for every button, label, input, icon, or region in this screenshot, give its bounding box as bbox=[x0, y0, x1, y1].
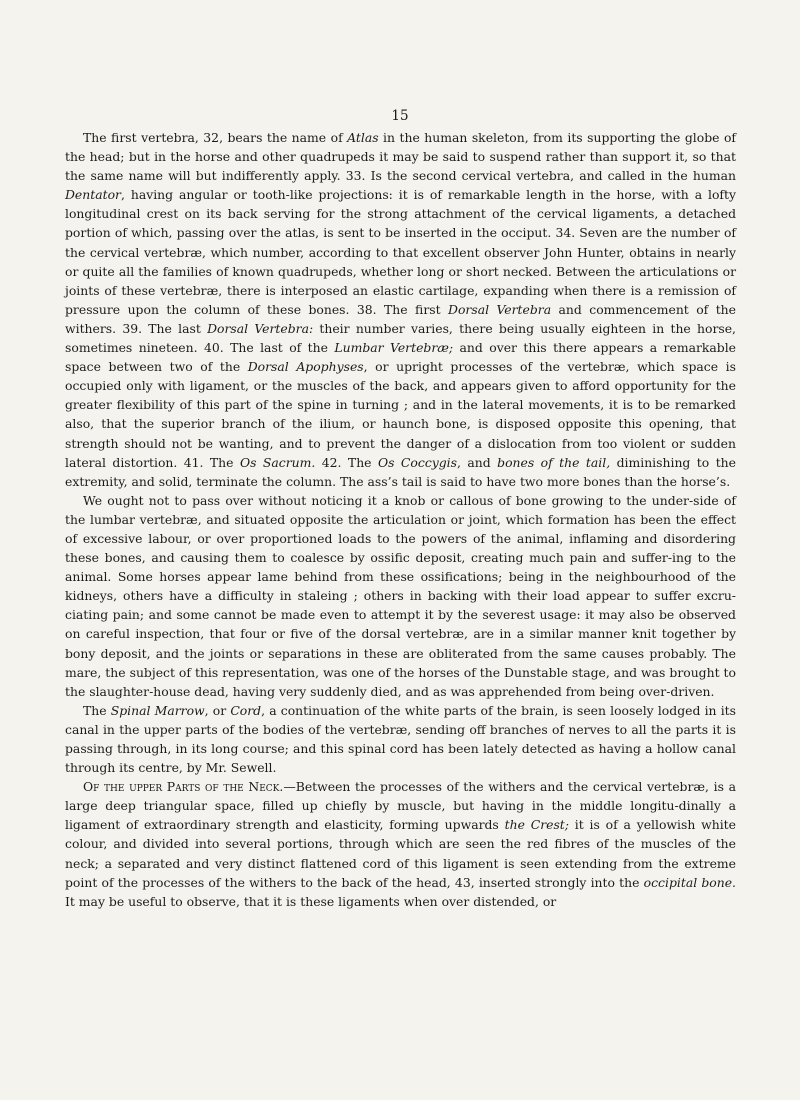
text-run: We ought not to pass over without noticing it a knob or callous of bone growing to the under-side of the lumbar vertebræ, and situated opposite the articulation or joint, which formation has been the effect of excessive labour, or over proportioned loads to the powers of the animal, inflaming and disordering these bones, and causing them to coalesce by ossific deposit, creating much pain and suffer-ing to the animal. Some horses appear lame behind from these ossifications; being in the neighbourhood of the kidneys, others have a difficulty in staleing ; others in backing with their load appear to suffer excru-ciating pain; and some cannot be made even to attempt it by the severest usage: it may also be observed on careful inspection, that four or five of the dorsal vertebræ, are in a similar manner knit together by bony deposit, and the joints or separations in these are obliterated from the same causes probably. The mare, the subject of this representation, was one of the horses of the Dunstable stage, and was brought to the slaughter-house dead, having very suddenly died, and as was apprehended from being over-driven. bbox=[65, 492, 736, 699]
text-run: 42. The bbox=[315, 454, 378, 470]
italic-term: Spinal Marrow bbox=[110, 702, 205, 718]
text-run: , and bbox=[457, 454, 498, 470]
text-run: , a continuation of the white parts of the brain, is seen loosely lodged in its canal in the upper parts of the bodies of the vertebræ, sending off branches of nerves to all the parts it is passing through, in its long course; and this spinal cord has been lately detected as having a hollow canal through its centre, by Mr. Sewell. bbox=[65, 702, 736, 776]
body-text bbox=[65, 128, 736, 911]
paragraph-lumbar-callous bbox=[65, 491, 736, 701]
text-run: it is of a yellowish white colour, and divided into several portions, through which are seen the red fibres of the muscles of the neck; a separated and very distinct flattened cord of this ligament is seen extending from the extreme point of the processes of the withers to the back of the head, 43, inserted strongly into the bbox=[65, 817, 736, 890]
text-run: —Between the processes of the withers and the cervical vertebræ, is a large deep triangular space, filled up chiefly by muscle, but having in the middle longitu-dinally a ligament of extraordinary strength and elasticity, forming upwards bbox=[65, 779, 736, 833]
italic-term: Dentator bbox=[65, 187, 121, 203]
text-run: The first vertebra, 32, bears the name of bbox=[83, 130, 348, 145]
text-run: , having angular or tooth-like projections: it is of remarkable length in the horse, with a lofty longitudinal crest on its back serving for the strong attachment of the cervical ligaments, a detached portion of which, passing over the atlas, is sent to be inserted in the occiput. 34. Seven are the number of the cervical vertebræ, which number, according to that excellent observer John Hunter, obtains in nearly or quite all the families of known quadrupeds, whether long or short necked. Between the articulations or joints of these vertebræ, there is interposed an elastic cartilage, expanding when there is a remission of pressure upon the column of these bones. 38. The first bbox=[65, 187, 736, 317]
italic-term: Lumbar Vertebræ; bbox=[334, 340, 454, 356]
page-number: 15 bbox=[391, 108, 409, 124]
italic-term: Os Sacrum. bbox=[239, 454, 316, 470]
paragraph-spinal-marrow bbox=[65, 701, 736, 777]
italic-term: the Crest; bbox=[504, 817, 569, 833]
paragraph-upper-neck bbox=[65, 777, 736, 911]
text-run: and commencement of the withers. 39. The last bbox=[65, 301, 736, 336]
text-run: in the human skeleton, from its supporting the globe of the head; but in the horse and other quadrupeds it may be said to suspend rather than support it, so that the same name will but indifferently apply. 33. Is the second cervical vertebra, and called in the human bbox=[65, 130, 736, 184]
paragraph-vertebrae bbox=[65, 128, 736, 491]
text-run: and over this there appears a remarkable space between two of the bbox=[65, 340, 736, 375]
text-run: diminishing to the extremity, and solid, terminate the column. The ass’s tail is said to have two more bones than the horse’s. bbox=[65, 454, 736, 489]
text-run: , or upright processes of the vertebræ, which space is occupied only with ligament, or the muscles of the back, and appears given to afford opportunity for the greater flexibility of this part of the spine in turning ; and in the lateral movements, it is to be remarked also, that the superior branch of the ilium, or haunch bone, is disposed opposite this opening, that strength should not be wanting, and to prevent the danger of a dislocation from too violent or sudden lateral distortion. 41. The bbox=[65, 359, 736, 470]
italic-term: Dorsal Apophyses bbox=[247, 359, 364, 375]
italic-term: Dorsal Vertebra bbox=[448, 301, 552, 317]
italic-term: Cord bbox=[230, 702, 262, 718]
text-run: It may be useful to observe, that it is these ligaments when over distended, or bbox=[65, 893, 557, 909]
italic-term: Dorsal Vertebra: bbox=[207, 320, 314, 336]
text-run: , or bbox=[204, 702, 231, 718]
italic-term: bones of the tail, bbox=[497, 454, 611, 470]
italic-term: Os Coccygis bbox=[377, 454, 458, 470]
text-run: The bbox=[83, 702, 111, 718]
section-heading: Of the upper Parts of the Neck. bbox=[83, 779, 284, 795]
italic-term: Atlas bbox=[347, 130, 379, 145]
text-run: their number varies, there being usually eighteen in the horse, sometimes nineteen. 40. The last of the bbox=[65, 320, 736, 356]
italic-term: occipital bone. bbox=[643, 874, 736, 890]
